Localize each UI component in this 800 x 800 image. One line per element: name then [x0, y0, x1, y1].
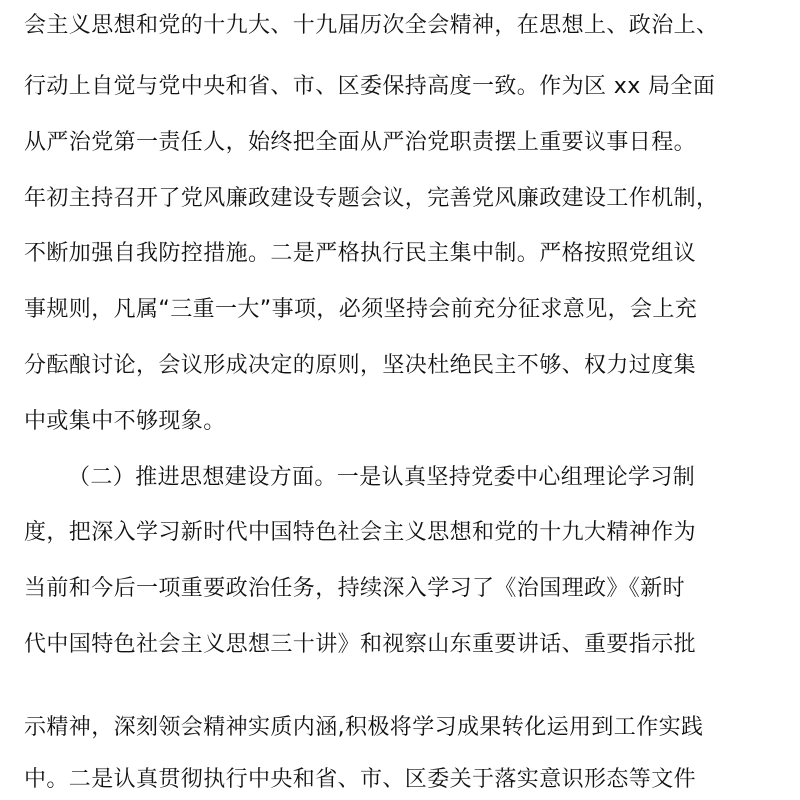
- text-line-14: 中。二是认真贯彻执行中央和省、市、区委关于落实意识形态等文件: [24, 767, 697, 792]
- text-line-6: 事规则，凡属“三重一大”事项，必须坚持会前充分征求意见，会上充: [24, 297, 698, 322]
- text-line-1: 会主义思想和党的十九大、十九届历次全会精神，在思想上、政治上、: [24, 13, 719, 38]
- text-line-3: 从严治党第一责任人，始终把全面从严治党职责摆上重要议事日程。: [24, 130, 697, 155]
- text-line-10: 度，把深入学习新时代中国特色社会主义思想和党的十九大精神作为: [24, 520, 697, 545]
- text-line-2: 行动上自觉与党中央和省、市、区委保持高度一致。作为区 xx 局全面: [24, 74, 716, 99]
- text-line-11: 当前和今后一项重要政治任务，持续深入学习了《治国理政》《新时: [24, 576, 686, 601]
- text-line-12: 代中国特色社会主义思想三十讲》和视察山东重要讲话、重要指示批: [24, 632, 697, 657]
- section-heading-line: （二）推进思想建设方面。一是认真坚持党委中心组理论学习制: [68, 465, 696, 490]
- text-line-5: 不断加强自我防控措施。二是严格执行民主集中制。严格按照党组议: [24, 241, 697, 266]
- text-line-13: 示精神，深刻领会精神实质内涵,积极将学习成果转化运用到工作实践: [24, 715, 704, 740]
- text-line-7: 分酝酿讨论，会议形成决定的原则，坚决杜绝民主不够、权力过度集: [24, 353, 697, 378]
- text-line-8: 中或集中不够现象。: [24, 409, 226, 434]
- text-line-4: 年初主持召开了党风廉政建设专题会议，完善党风廉政建设工作机制，: [24, 186, 719, 211]
